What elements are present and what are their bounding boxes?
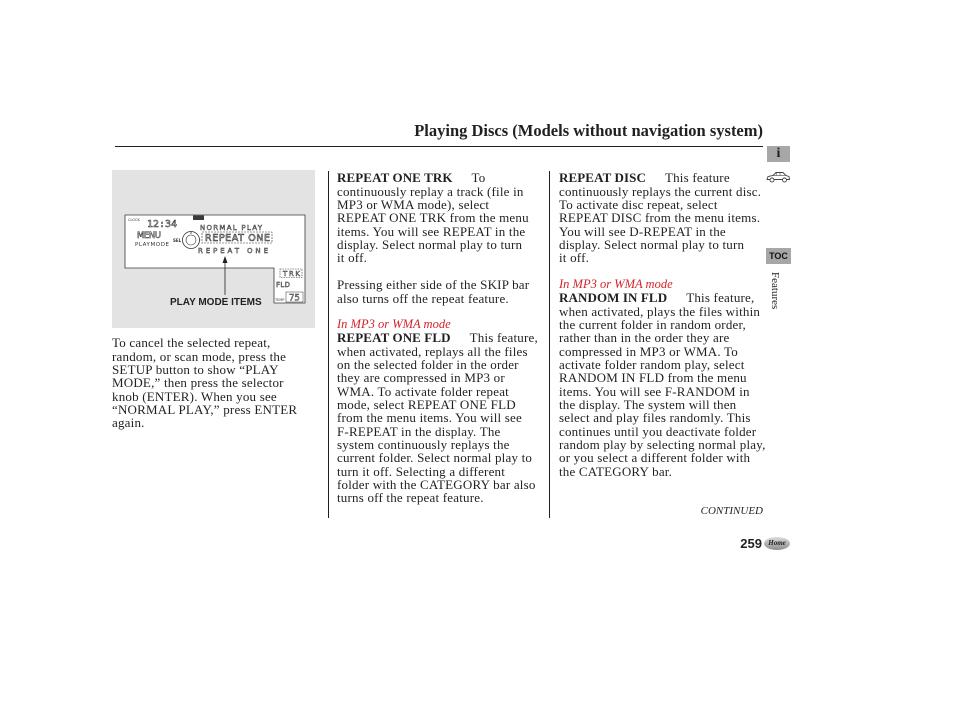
repeat-one-trk-section <box>337 171 529 264</box>
column-divider-2 <box>549 171 550 518</box>
repeat-one-fld-heading: REPEAT ONE FLD <box>337 330 451 346</box>
mp3-wma-mode-note: In MP3 or WMA mode <box>559 277 673 292</box>
lcd-item-repeat-one-selected: REPEAT ONE <box>205 233 270 244</box>
lcd-disc-indicator <box>193 216 204 221</box>
lcd-temp-label: TEMP <box>275 298 285 302</box>
random-in-fld-body: This feature, when activated, plays the files within the current folder in random order, rather than in the order they are compressed in MP3 or WMA. To activate folder random play, select RANDOM IN FLD from the menu items. You will see F-RANDOM in the display. The system will then select and play files randomly. This continues until you deactivate folder random play by selecting normal play, or you select a different folder with the CATEGORY bar. <box>559 290 766 479</box>
car-icon-graphic <box>765 170 791 184</box>
arrow-up-icon <box>223 256 228 295</box>
home-icon[interactable]: Home <box>764 537 790 550</box>
cancel-mode-paragraph: To cancel the selected repeat, random, or scan mode, press the SETUP button to show “PLAY MODE,” then press the selector knob (ENTER). When you see “NORMAL PLAY,” press ENTER again. <box>112 335 298 431</box>
lcd-sel-label: SEL <box>173 238 182 243</box>
lcd-playmode-text: PLAYMODE <box>135 242 169 248</box>
section-tab-features[interactable]: Features <box>769 272 781 310</box>
page-title: Playing Discs (Models without navigation system) <box>414 121 763 140</box>
lcd-clock-time: 12:34 <box>147 219 178 230</box>
repeat-disc-body: This feature continuously replays the current disc. To activate disc repeat, select REPEAT DISC from the menu items. You will see D-REPEAT in the display. Select normal play to turn it off. <box>559 170 762 266</box>
car-icon[interactable] <box>765 170 791 184</box>
info-icon[interactable]: i <box>767 146 790 162</box>
figure-caption: PLAY MODE ITEMS <box>170 297 262 308</box>
repeat-one-fld-section <box>337 331 538 504</box>
toc-button[interactable]: TOC <box>766 248 791 264</box>
lcd-folder-indicator: FLD <box>276 281 290 289</box>
repeat-disc-section <box>559 171 761 264</box>
repeat-one-fld-body: This feature, when activated, replays all the files on the selected folder in the order they are compressed in MP3 or WMA. To activate folder repeat mode, select REPEAT ONE FLD from the menu items. You will see F-REPEAT in the display. The system continuously replays the current folder. Select normal play to turn it off. Selecting a different folder with the CATEGORY bar also turns off the repeat feature. <box>337 330 538 506</box>
mp3-wma-mode-note: In MP3 or WMA mode <box>337 317 451 332</box>
page-number: 259 <box>740 536 762 551</box>
play-mode-figure <box>112 170 315 328</box>
repeat-one-trk-heading: REPEAT ONE TRK <box>337 170 453 186</box>
lcd-item-normal-play: NORMAL PLAY <box>200 224 262 232</box>
continued-label: CONTINUED <box>700 505 763 517</box>
column-divider-1 <box>328 171 329 518</box>
skip-bar-note: Pressing either side of the SKIP bar also turns off the repeat feature. <box>337 277 530 306</box>
repeat-disc-heading: REPEAT DISC <box>559 170 646 186</box>
random-in-fld-heading: RANDOM IN FLD <box>559 290 668 306</box>
repeat-one-trk-body: To continuously replay a track (file in MP3 or WMA mode), select REPEAT ONE TRK from the menu items. You will see REPEAT in the display. Select normal play to turn it off. <box>337 170 529 266</box>
lcd-menu-text: MENU <box>137 231 161 241</box>
lcd-clock-label: CLOCK <box>128 218 140 222</box>
lcd-item-repeat-one: REPEAT ONE <box>198 247 268 255</box>
lcd-track-indicator: TRK <box>283 270 300 278</box>
lcd-temperature: 75 <box>289 293 300 304</box>
random-in-fld-section <box>559 291 766 478</box>
title-divider <box>115 146 763 147</box>
